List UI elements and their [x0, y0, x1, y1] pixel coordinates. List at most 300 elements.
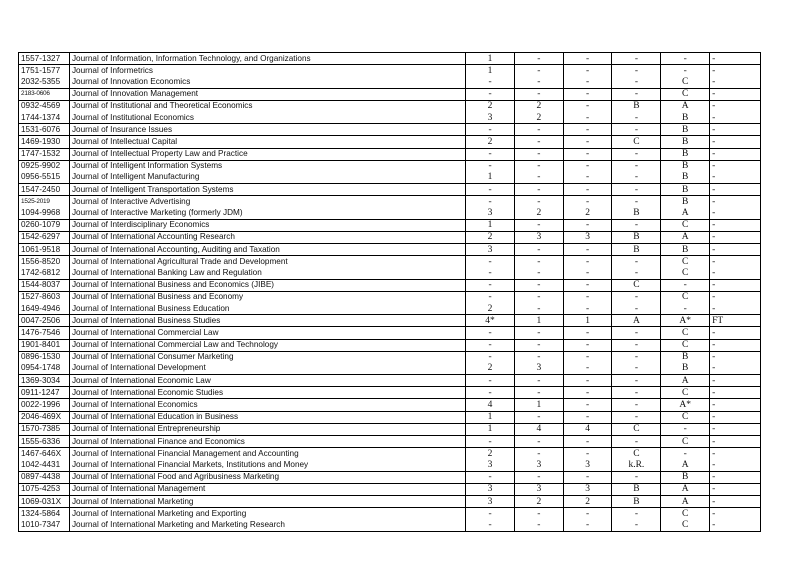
- rating-col-5-cell: -: [661, 279, 710, 291]
- row-group: [19, 495, 761, 507]
- rating-col-3-cell: -: [563, 519, 612, 531]
- rating-col-3-cell: -: [563, 172, 612, 184]
- rating-col-5-cell: B: [661, 351, 710, 363]
- rating-col-2-cell: 1: [514, 315, 563, 327]
- rating-col-6-cell: -: [710, 327, 761, 339]
- rating-col-5-cell: C: [661, 436, 710, 448]
- journal-title-cell: Journal of International Business Studies: [69, 315, 465, 327]
- rating-col-1-cell: -: [466, 148, 515, 160]
- rating-col-2-cell: 3: [514, 231, 563, 243]
- rating-col-3-cell: -: [563, 351, 612, 363]
- rating-col-4-cell: C: [612, 423, 661, 435]
- row-group: [19, 483, 761, 495]
- rating-col-3-cell: -: [563, 184, 612, 196]
- issn-cell: 1901-8401: [19, 339, 70, 351]
- row-group: [19, 244, 761, 256]
- rating-col-4-cell: -: [612, 160, 661, 172]
- rating-col-1-cell: 1: [466, 53, 515, 65]
- issn-cell: 1010-7347: [19, 519, 70, 531]
- journal-title-cell: Journal of Interactive Marketing (formerly JDM): [69, 207, 465, 219]
- rating-col-4-cell: B: [612, 207, 661, 219]
- table-row: [19, 100, 761, 112]
- table-row: [19, 339, 761, 351]
- rating-col-2-cell: -: [514, 65, 563, 77]
- rating-col-4-cell: -: [612, 339, 661, 351]
- table-row: [19, 519, 761, 531]
- rating-col-1-cell: 2: [466, 363, 515, 375]
- rating-col-2-cell: -: [514, 279, 563, 291]
- rating-col-3-cell: -: [563, 160, 612, 172]
- rating-col-4-cell: B: [612, 244, 661, 256]
- issn-cell: 1527-8603: [19, 291, 70, 303]
- journal-title-cell: Journal of International Economics: [69, 399, 465, 411]
- rating-col-6-cell: -: [710, 124, 761, 136]
- rating-col-5-cell: C: [661, 339, 710, 351]
- rating-col-6-cell: -: [710, 207, 761, 219]
- table-row: [19, 65, 761, 77]
- rating-col-5-cell: A: [661, 459, 710, 471]
- table-row: [19, 303, 761, 315]
- rating-col-3-cell: -: [563, 279, 612, 291]
- table-row: [19, 124, 761, 136]
- rating-col-3-cell: -: [563, 100, 612, 112]
- row-group: [19, 423, 761, 435]
- rating-col-4-cell: C: [612, 136, 661, 148]
- table-row: [19, 196, 761, 208]
- rating-col-5-cell: B: [661, 244, 710, 256]
- rating-col-1-cell: -: [466, 279, 515, 291]
- rating-col-3-cell: -: [563, 267, 612, 279]
- table-row: [19, 459, 761, 471]
- rating-col-1-cell: 1: [466, 65, 515, 77]
- journal-title-cell: Journal of International Marketing and Marketing Research: [69, 519, 465, 531]
- issn-cell: 1369-3034: [19, 375, 70, 387]
- rating-col-5-cell: C: [661, 256, 710, 268]
- rating-col-5-cell: C: [661, 76, 710, 88]
- table-row: [19, 508, 761, 520]
- row-group: [19, 124, 761, 136]
- rating-col-1-cell: -: [466, 351, 515, 363]
- rating-col-3-cell: -: [563, 363, 612, 375]
- rating-col-4-cell: A: [612, 315, 661, 327]
- issn-cell: 0260-1079: [19, 219, 70, 231]
- rating-col-1-cell: 1: [466, 411, 515, 423]
- rating-col-3-cell: -: [563, 303, 612, 315]
- rating-col-5-cell: C: [661, 219, 710, 231]
- table-row: [19, 267, 761, 279]
- row-group: [19, 148, 761, 160]
- rating-col-3-cell: 3: [563, 231, 612, 243]
- rating-col-6-cell: -: [710, 351, 761, 363]
- issn-cell: 0932-4569: [19, 100, 70, 112]
- rating-col-2-cell: -: [514, 53, 563, 65]
- rating-col-6-cell: -: [710, 363, 761, 375]
- issn-cell: 1570-7385: [19, 423, 70, 435]
- journal-title-cell: Journal of International Financial Management and Accounting: [69, 448, 465, 460]
- journal-title-cell: Journal of Informetrics: [69, 65, 465, 77]
- journal-title-cell: Journal of International Food and Agribusiness Marketing: [69, 471, 465, 483]
- rating-col-1-cell: 1: [466, 219, 515, 231]
- rating-col-1-cell: 3: [466, 459, 515, 471]
- rating-col-6-cell: -: [710, 279, 761, 291]
- rating-col-4-cell: -: [612, 184, 661, 196]
- rating-col-6-cell: FT: [710, 315, 761, 327]
- table-row: [19, 112, 761, 124]
- rating-col-6-cell: -: [710, 303, 761, 315]
- rating-col-2-cell: 3: [514, 459, 563, 471]
- rating-col-2-cell: -: [514, 508, 563, 520]
- issn-cell: 1542-6297: [19, 231, 70, 243]
- journal-title-cell: Journal of Intellectual Capital: [69, 136, 465, 148]
- rating-col-5-cell: -: [661, 423, 710, 435]
- rating-col-3-cell: 3: [563, 459, 612, 471]
- issn-cell: 1324-5864: [19, 508, 70, 520]
- table-row: [19, 387, 761, 399]
- rating-col-2-cell: 2: [514, 100, 563, 112]
- journal-title-cell: Journal of Intellectual Property Law and Practice: [69, 148, 465, 160]
- issn-cell: 0925-9902: [19, 160, 70, 172]
- journal-title-cell: Journal of Innovation Management: [69, 88, 465, 100]
- journal-title-cell: Journal of International Economic Studies: [69, 387, 465, 399]
- rating-col-5-cell: C: [661, 519, 710, 531]
- rating-col-6-cell: -: [710, 88, 761, 100]
- rating-col-6-cell: -: [710, 448, 761, 460]
- rating-col-5-cell: -: [661, 65, 710, 77]
- row-group: [19, 387, 761, 399]
- rating-col-4-cell: B: [612, 100, 661, 112]
- journal-title-cell: Journal of International Marketing: [69, 495, 465, 507]
- rating-col-2-cell: -: [514, 160, 563, 172]
- rating-col-3-cell: -: [563, 387, 612, 399]
- table-row: [19, 423, 761, 435]
- issn-cell: 1747-1532: [19, 148, 70, 160]
- rating-col-2-cell: -: [514, 76, 563, 88]
- issn-cell: 1061-9518: [19, 244, 70, 256]
- rating-col-3-cell: -: [563, 196, 612, 208]
- rating-col-2-cell: 2: [514, 112, 563, 124]
- rating-col-5-cell: C: [661, 411, 710, 423]
- rating-col-4-cell: -: [612, 65, 661, 77]
- issn-cell: 0956-5515: [19, 172, 70, 184]
- table-row: [19, 327, 761, 339]
- journal-title-cell: Journal of International Management: [69, 483, 465, 495]
- rating-col-2-cell: -: [514, 436, 563, 448]
- journal-title-cell: Journal of Institutional and Theoretical Economics: [69, 100, 465, 112]
- table-row: [19, 244, 761, 256]
- rating-col-6-cell: -: [710, 267, 761, 279]
- rating-col-6-cell: -: [710, 244, 761, 256]
- rating-col-1-cell: -: [466, 519, 515, 531]
- row-group: [19, 184, 761, 196]
- rating-col-1-cell: -: [466, 339, 515, 351]
- issn-cell: 1557-1327: [19, 53, 70, 65]
- table-row: [19, 219, 761, 231]
- rating-col-4-cell: -: [612, 303, 661, 315]
- rating-col-1-cell: 2: [466, 303, 515, 315]
- table-row: [19, 279, 761, 291]
- journal-title-cell: Journal of Information, Information Technology, and Organizations: [69, 53, 465, 65]
- rating-col-6-cell: -: [710, 112, 761, 124]
- rating-col-3-cell: -: [563, 244, 612, 256]
- issn-cell: 1531-6076: [19, 124, 70, 136]
- row-group: [19, 256, 761, 279]
- rating-col-4-cell: C: [612, 279, 661, 291]
- rating-col-2-cell: -: [514, 387, 563, 399]
- rating-col-3-cell: -: [563, 375, 612, 387]
- row-group: [19, 65, 761, 88]
- rating-col-2-cell: -: [514, 303, 563, 315]
- rating-col-4-cell: -: [612, 508, 661, 520]
- rating-col-6-cell: -: [710, 148, 761, 160]
- journal-title-cell: Journal of International Business and Economy: [69, 291, 465, 303]
- rating-col-5-cell: B: [661, 124, 710, 136]
- rating-col-3-cell: 3: [563, 483, 612, 495]
- issn-cell: 1742-6812: [19, 267, 70, 279]
- table-row: [19, 172, 761, 184]
- rating-col-2-cell: -: [514, 448, 563, 460]
- row-group: [19, 231, 761, 243]
- table-row: [19, 148, 761, 160]
- rating-col-3-cell: 4: [563, 423, 612, 435]
- journal-title-cell: Journal of International Finance and Economics: [69, 436, 465, 448]
- rating-col-3-cell: -: [563, 327, 612, 339]
- table-row: [19, 448, 761, 460]
- journal-ranking-table: [18, 52, 761, 532]
- rating-col-1-cell: -: [466, 471, 515, 483]
- table-row: [19, 471, 761, 483]
- rating-col-5-cell: B: [661, 160, 710, 172]
- rating-col-3-cell: -: [563, 88, 612, 100]
- row-group: [19, 508, 761, 531]
- row-group: [19, 399, 761, 411]
- rating-col-1-cell: 2: [466, 231, 515, 243]
- journal-title-cell: Journal of International Development: [69, 363, 465, 375]
- rating-col-5-cell: A: [661, 231, 710, 243]
- rating-col-4-cell: -: [612, 519, 661, 531]
- rating-col-2-cell: 2: [514, 495, 563, 507]
- rating-col-6-cell: -: [710, 256, 761, 268]
- rating-col-2-cell: -: [514, 219, 563, 231]
- rating-col-2-cell: -: [514, 256, 563, 268]
- rating-col-4-cell: -: [612, 399, 661, 411]
- table-row: [19, 363, 761, 375]
- journal-title-cell: Journal of International Business and Economics (JIBE): [69, 279, 465, 291]
- rating-col-4-cell: -: [612, 256, 661, 268]
- rating-col-6-cell: -: [710, 172, 761, 184]
- issn-cell: 1649-4946: [19, 303, 70, 315]
- row-group: [19, 339, 761, 351]
- rating-col-6-cell: -: [710, 291, 761, 303]
- rating-col-4-cell: -: [612, 76, 661, 88]
- journal-title-cell: Journal of Insurance Issues: [69, 124, 465, 136]
- rating-col-5-cell: -: [661, 53, 710, 65]
- rating-col-2-cell: -: [514, 148, 563, 160]
- rating-col-2-cell: -: [514, 291, 563, 303]
- rating-col-1-cell: 3: [466, 483, 515, 495]
- rating-col-5-cell: C: [661, 267, 710, 279]
- row-group: [19, 436, 761, 448]
- journal-title-cell: Journal of International Banking Law and Regulation: [69, 267, 465, 279]
- rating-col-3-cell: 2: [563, 495, 612, 507]
- rating-col-2-cell: 3: [514, 483, 563, 495]
- rating-col-5-cell: C: [661, 291, 710, 303]
- journal-title-cell: Journal of International Education in Business: [69, 411, 465, 423]
- issn-cell: 0047-2506: [19, 315, 70, 327]
- issn-cell: 1075-4253: [19, 483, 70, 495]
- table-row: [19, 495, 761, 507]
- rating-col-1-cell: 1: [466, 423, 515, 435]
- rating-col-4-cell: -: [612, 124, 661, 136]
- rating-col-3-cell: 2: [563, 207, 612, 219]
- rating-col-1-cell: 2: [466, 136, 515, 148]
- rating-col-3-cell: -: [563, 148, 612, 160]
- row-group: [19, 136, 761, 148]
- rating-col-1-cell: 1: [466, 172, 515, 184]
- journal-title-cell: Journal of International Commercial Law and Technology: [69, 339, 465, 351]
- row-group: [19, 448, 761, 471]
- issn-cell: 0022-1996: [19, 399, 70, 411]
- rating-col-4-cell: -: [612, 291, 661, 303]
- rating-col-4-cell: -: [612, 375, 661, 387]
- rating-col-1-cell: -: [466, 267, 515, 279]
- issn-cell: 0896-1530: [19, 351, 70, 363]
- rating-col-1-cell: -: [466, 76, 515, 88]
- rating-col-4-cell: C: [612, 448, 661, 460]
- rating-col-5-cell: A: [661, 100, 710, 112]
- rating-col-4-cell: -: [612, 112, 661, 124]
- rating-col-3-cell: -: [563, 136, 612, 148]
- rating-col-6-cell: -: [710, 339, 761, 351]
- rating-col-6-cell: -: [710, 411, 761, 423]
- rating-col-5-cell: -: [661, 448, 710, 460]
- rating-col-6-cell: -: [710, 196, 761, 208]
- rating-col-6-cell: -: [710, 495, 761, 507]
- rating-col-4-cell: -: [612, 148, 661, 160]
- table-row: [19, 231, 761, 243]
- row-group: [19, 291, 761, 314]
- rating-col-1-cell: -: [466, 88, 515, 100]
- rating-col-5-cell: A*: [661, 315, 710, 327]
- rating-col-3-cell: -: [563, 339, 612, 351]
- rating-col-2-cell: -: [514, 244, 563, 256]
- rating-col-1-cell: -: [466, 196, 515, 208]
- rating-col-1-cell: 3: [466, 207, 515, 219]
- rating-col-1-cell: 4*: [466, 315, 515, 327]
- issn-cell: 2032-5355: [19, 76, 70, 88]
- rating-col-5-cell: A: [661, 495, 710, 507]
- rating-col-4-cell: -: [612, 411, 661, 423]
- table-row: [19, 256, 761, 268]
- rating-col-4-cell: B: [612, 495, 661, 507]
- rating-col-5-cell: B: [661, 196, 710, 208]
- rating-col-3-cell: -: [563, 291, 612, 303]
- rating-col-3-cell: -: [563, 256, 612, 268]
- table-row: [19, 184, 761, 196]
- rating-col-2-cell: 4: [514, 423, 563, 435]
- rating-col-3-cell: 1: [563, 315, 612, 327]
- issn-cell: 1525-2019: [19, 196, 70, 208]
- rating-col-4-cell: -: [612, 172, 661, 184]
- row-group: [19, 471, 761, 483]
- rating-col-5-cell: B: [661, 112, 710, 124]
- rating-col-3-cell: -: [563, 219, 612, 231]
- journal-title-cell: Journal of International Financial Markets, Institutions and Money: [69, 459, 465, 471]
- journal-title-cell: Journal of International Accounting Research: [69, 231, 465, 243]
- rating-col-2-cell: 3: [514, 363, 563, 375]
- journal-title-cell: Journal of International Consumer Marketing: [69, 351, 465, 363]
- rating-col-2-cell: -: [514, 327, 563, 339]
- issn-cell: 1744-1374: [19, 112, 70, 124]
- rating-col-3-cell: -: [563, 124, 612, 136]
- table-row: [19, 160, 761, 172]
- table-row: [19, 88, 761, 100]
- rating-col-6-cell: -: [710, 53, 761, 65]
- rating-col-1-cell: -: [466, 327, 515, 339]
- rating-col-2-cell: 2: [514, 207, 563, 219]
- rating-col-3-cell: -: [563, 436, 612, 448]
- rating-col-3-cell: -: [563, 448, 612, 460]
- rating-col-2-cell: -: [514, 519, 563, 531]
- rating-col-5-cell: C: [661, 508, 710, 520]
- rating-col-6-cell: -: [710, 100, 761, 112]
- rating-col-1-cell: 4: [466, 399, 515, 411]
- issn-cell: 1555-6336: [19, 436, 70, 448]
- rating-col-3-cell: -: [563, 411, 612, 423]
- issn-cell: 1467-646X: [19, 448, 70, 460]
- rating-col-3-cell: -: [563, 508, 612, 520]
- rating-col-4-cell: -: [612, 351, 661, 363]
- rating-col-2-cell: -: [514, 172, 563, 184]
- issn-cell: 1042-4431: [19, 459, 70, 471]
- rating-col-4-cell: k.R.: [612, 459, 661, 471]
- rating-col-3-cell: -: [563, 112, 612, 124]
- rating-col-6-cell: -: [710, 423, 761, 435]
- row-group: [19, 196, 761, 219]
- table-row: [19, 207, 761, 219]
- table-row: [19, 315, 761, 327]
- rating-col-2-cell: -: [514, 124, 563, 136]
- rating-col-5-cell: A: [661, 483, 710, 495]
- table-row: [19, 351, 761, 363]
- issn-cell: 2183-0606: [19, 88, 70, 100]
- row-group: [19, 351, 761, 374]
- issn-cell: 2046-469X: [19, 411, 70, 423]
- rating-col-5-cell: A*: [661, 399, 710, 411]
- rating-col-6-cell: -: [710, 459, 761, 471]
- rating-col-5-cell: B: [661, 184, 710, 196]
- row-group: [19, 160, 761, 183]
- journal-title-cell: Journal of International Accounting, Auditing and Taxation: [69, 244, 465, 256]
- rating-col-1-cell: 3: [466, 112, 515, 124]
- row-group: [19, 88, 761, 100]
- rating-col-4-cell: -: [612, 53, 661, 65]
- rating-col-3-cell: -: [563, 471, 612, 483]
- rating-col-4-cell: -: [612, 436, 661, 448]
- rating-col-6-cell: -: [710, 483, 761, 495]
- rating-col-6-cell: -: [710, 519, 761, 531]
- journal-title-cell: Journal of Intelligent Manufacturing: [69, 172, 465, 184]
- journal-title-cell: Journal of Intelligent Transportation Systems: [69, 184, 465, 196]
- rating-col-6-cell: -: [710, 399, 761, 411]
- rating-col-6-cell: -: [710, 375, 761, 387]
- rating-col-6-cell: -: [710, 136, 761, 148]
- rating-col-6-cell: -: [710, 436, 761, 448]
- rating-col-5-cell: B: [661, 136, 710, 148]
- row-group: [19, 315, 761, 327]
- journal-title-cell: Journal of Innovation Economics: [69, 76, 465, 88]
- rating-col-1-cell: -: [466, 160, 515, 172]
- rating-col-6-cell: -: [710, 160, 761, 172]
